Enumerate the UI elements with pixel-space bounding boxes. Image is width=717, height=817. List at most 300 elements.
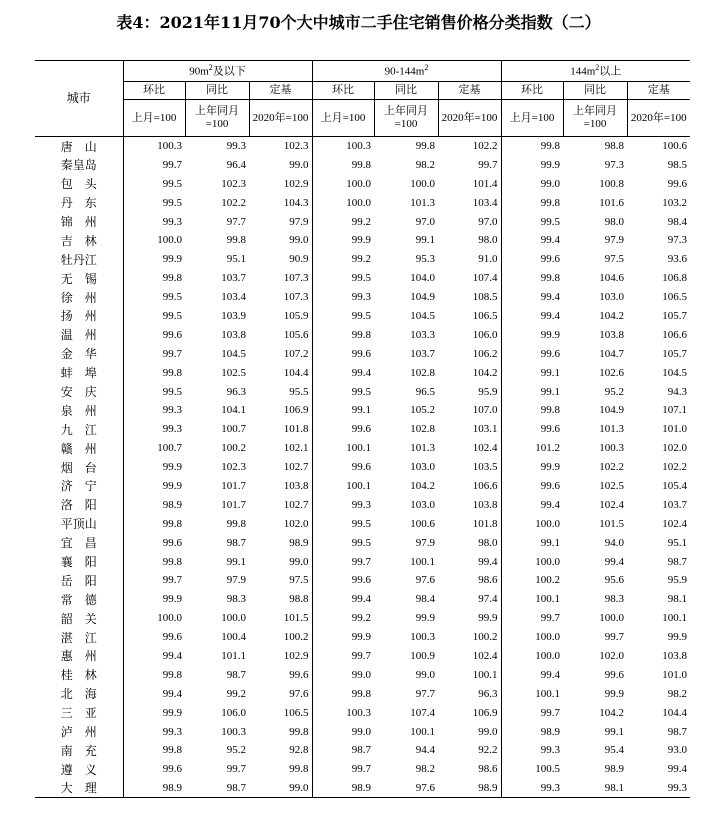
value-cell: 99.9 (162, 479, 182, 492)
value-cell: 99.6 (162, 631, 182, 644)
value-cell: 100.2 (535, 574, 560, 587)
value-cell: 97.9 (604, 234, 624, 247)
value-cell: 99.4 (540, 498, 560, 511)
value-cell: 97.9 (226, 574, 246, 587)
value-cell: 99.6 (162, 763, 182, 776)
value-cell: 100.3 (346, 140, 371, 153)
group-header-small: $90m^2$及以下 (123, 61, 312, 82)
value-cell: 99.1 (540, 366, 560, 379)
value-cell: 99.6 (351, 574, 371, 587)
table-row (35, 477, 690, 496)
value-cell: 102.4 (599, 498, 624, 511)
value-cell: 102.8 (410, 423, 435, 436)
value-cell: 99.4 (162, 687, 182, 700)
value-cell: 103.0 (599, 291, 624, 304)
value-cell: 99.8 (162, 744, 182, 757)
value-cell: 97.3 (667, 234, 687, 247)
value-cell: 94.3 (667, 385, 687, 398)
city-name-cell: 襄 阳 (35, 552, 123, 571)
table-row (35, 137, 690, 156)
city-name-cell: 大 理 (35, 779, 123, 798)
city-name-cell: 洛 阳 (35, 495, 123, 514)
value-cell: 99.4 (351, 593, 371, 606)
city-name-cell: 泉 州 (35, 401, 123, 420)
city-name-cell: 无 锡 (35, 269, 123, 288)
value-cell: 99.3 (162, 215, 182, 228)
city-name-cell: 蚌 埠 (35, 363, 123, 382)
table-row (35, 420, 690, 439)
table-row (35, 363, 690, 382)
value-cell: 99.9 (162, 253, 182, 266)
value-cell: 100.6 (410, 517, 435, 530)
value-cell: 103.7 (221, 272, 246, 285)
value-cell: 99.0 (438, 722, 501, 741)
value-cell: 100.0 (599, 612, 624, 625)
value-cell: 99.9 (351, 631, 371, 644)
value-cell: 103.8 (249, 477, 312, 496)
value-cell: 99.3 (226, 140, 246, 153)
city-name-cell: 桂 林 (35, 665, 123, 684)
table-row (35, 779, 690, 798)
value-cell: 98.4 (667, 215, 687, 228)
value-cell: 105.7 (662, 347, 687, 360)
value-cell: 102.5 (599, 479, 624, 492)
group-header-medium: $90-144m^2$ (312, 61, 501, 82)
value-cell: 99.7 (162, 158, 182, 171)
city-name-cell: 遵 义 (35, 760, 123, 779)
value-cell: 98.8 (249, 590, 312, 609)
value-cell: 99.7 (438, 155, 501, 174)
base-header-yoy: 上年同月=100 (185, 100, 249, 137)
value-cell: 100.4 (221, 631, 246, 644)
base-header-mom: 上月=100 (312, 100, 374, 137)
value-cell: 100.7 (221, 423, 246, 436)
sub-header-fixed: 定基 (627, 82, 690, 100)
value-cell: 99.8 (162, 517, 182, 530)
table-row (35, 590, 690, 609)
value-cell: 99.6 (604, 668, 624, 681)
value-cell: 99.0 (249, 155, 312, 174)
sub-header-yoy: 同比 (563, 82, 627, 100)
value-cell: 100.1 (410, 555, 435, 568)
value-cell: 99.5 (162, 177, 182, 190)
value-cell: 97.9 (249, 212, 312, 231)
value-cell: 98.0 (604, 215, 624, 228)
city-name-cell: 金 华 (35, 344, 123, 363)
value-cell: 99.2 (351, 215, 371, 228)
city-name-cell: 宜 昌 (35, 533, 123, 552)
value-cell: 99.0 (540, 177, 560, 190)
value-cell: 103.8 (438, 495, 501, 514)
table-row (35, 514, 690, 533)
value-cell: 99.3 (501, 779, 563, 798)
value-cell: 99.8 (226, 517, 246, 530)
table-row (35, 703, 690, 722)
value-cell: 98.7 (226, 668, 246, 681)
value-cell: 101.0 (662, 423, 687, 436)
value-cell: 103.0 (410, 498, 435, 511)
table-row (35, 231, 690, 250)
value-cell: 100.2 (221, 442, 246, 455)
city-name-cell: 惠 州 (35, 647, 123, 666)
value-cell: 99.9 (162, 706, 182, 719)
value-cell: 99.4 (540, 234, 560, 247)
value-cell: 98.9 (312, 779, 374, 798)
value-cell: 95.3 (415, 253, 435, 266)
city-name-cell: 济 宁 (35, 477, 123, 496)
value-cell: 99.8 (351, 158, 371, 171)
value-cell: 99.5 (162, 196, 182, 209)
city-name-cell: 牡丹江 (35, 250, 123, 269)
base-header-yoy: 上年同月=100 (374, 100, 438, 137)
value-cell: 99.1 (604, 725, 624, 738)
value-cell: 102.4 (438, 439, 501, 458)
value-cell: 96.3 (226, 385, 246, 398)
value-cell: 103.4 (438, 193, 501, 212)
value-cell: 99.4 (604, 555, 624, 568)
value-cell: 99.9 (438, 609, 501, 628)
value-cell: 102.9 (249, 647, 312, 666)
value-cell: 99.2 (351, 612, 371, 625)
city-name-cell: 韶 关 (35, 609, 123, 628)
value-cell: 102.2 (599, 461, 624, 474)
value-cell: 97.5 (604, 253, 624, 266)
value-cell: 105.2 (410, 404, 435, 417)
table-row (35, 628, 690, 647)
value-cell: 97.9 (415, 536, 435, 549)
value-cell: 99.5 (162, 385, 182, 398)
table-row (35, 344, 690, 363)
value-cell: 103.8 (599, 328, 624, 341)
value-cell: 99.8 (226, 234, 246, 247)
value-cell: 106.0 (221, 706, 246, 719)
value-cell: 98.9 (123, 779, 185, 798)
base-header-fixed: 2020年=100 (627, 100, 690, 137)
value-cell: 98.9 (249, 533, 312, 552)
value-cell: 100.8 (599, 177, 624, 190)
value-cell: 99.8 (162, 668, 182, 681)
value-cell: 99.6 (540, 253, 560, 266)
value-cell: 100.2 (249, 628, 312, 647)
city-name-cell: 温 州 (35, 325, 123, 344)
value-cell: 99.0 (249, 552, 312, 571)
city-name-cell: 常 德 (35, 590, 123, 609)
value-cell: 100.0 (535, 631, 560, 644)
value-cell: 99.7 (226, 763, 246, 776)
value-cell: 99.6 (351, 347, 371, 360)
value-cell: 97.0 (438, 212, 501, 231)
value-cell: 107.3 (249, 288, 312, 307)
value-cell: 104.9 (410, 291, 435, 304)
value-cell: 95.1 (667, 536, 687, 549)
value-cell: 95.2 (226, 744, 246, 757)
value-cell: 100.3 (346, 706, 371, 719)
value-cell: 99.1 (540, 385, 560, 398)
value-cell: 105.4 (662, 479, 687, 492)
value-cell: 104.2 (599, 309, 624, 322)
value-cell: 99.6 (540, 479, 560, 492)
value-cell: 102.4 (662, 517, 687, 530)
value-cell: 102.3 (221, 177, 246, 190)
value-cell: 99.0 (415, 668, 435, 681)
value-cell: 99.6 (540, 347, 560, 360)
value-cell: 91.0 (438, 250, 501, 269)
value-cell: 100.1 (438, 665, 501, 684)
value-cell: 99.5 (351, 272, 371, 285)
table-row (35, 533, 690, 552)
value-cell: 100.0 (535, 555, 560, 568)
value-cell: 98.2 (415, 158, 435, 171)
value-cell: 101.3 (410, 442, 435, 455)
value-cell: 99.5 (351, 309, 371, 322)
city-name-cell: 徐 州 (35, 288, 123, 307)
base-header-fixed: 2020年=100 (249, 100, 312, 137)
value-cell: 93.0 (667, 744, 687, 757)
value-cell: 106.5 (249, 703, 312, 722)
value-cell: 99.1 (415, 234, 435, 247)
value-cell: 99.8 (351, 687, 371, 700)
value-cell: 104.5 (221, 347, 246, 360)
value-cell: 99.9 (604, 687, 624, 700)
value-cell: 98.4 (415, 593, 435, 606)
value-cell: 107.4 (410, 706, 435, 719)
value-cell: 101.5 (599, 517, 624, 530)
value-cell: 100.3 (410, 631, 435, 644)
city-name-cell: 北 海 (35, 684, 123, 703)
value-cell: 101.7 (221, 479, 246, 492)
value-cell: 98.7 (226, 536, 246, 549)
value-cell: 99.8 (249, 722, 312, 741)
sub-header-yoy: 同比 (374, 82, 438, 100)
value-cell: 98.9 (162, 498, 182, 511)
value-cell: 98.3 (604, 593, 624, 606)
value-cell: 106.5 (662, 291, 687, 304)
value-cell: 99.8 (249, 760, 312, 779)
value-cell: 95.6 (604, 574, 624, 587)
value-cell: 103.4 (221, 291, 246, 304)
price-index-table (35, 60, 690, 798)
value-cell: 99.7 (540, 612, 560, 625)
value-cell: 94.4 (415, 744, 435, 757)
value-cell: 99.8 (540, 272, 560, 285)
value-cell: 105.6 (249, 325, 312, 344)
city-name-cell: 湛 江 (35, 628, 123, 647)
value-cell: 98.5 (667, 158, 687, 171)
value-cell: 99.9 (415, 612, 435, 625)
value-cell: 104.9 (599, 404, 624, 417)
value-cell: 99.9 (540, 158, 560, 171)
value-cell: 101.5 (249, 609, 312, 628)
value-cell: 97.6 (415, 574, 435, 587)
value-cell: 99.5 (351, 385, 371, 398)
value-cell: 103.7 (662, 498, 687, 511)
value-cell: 99.3 (162, 423, 182, 436)
table-row (35, 325, 690, 344)
value-cell: 102.0 (249, 514, 312, 533)
table-row (35, 174, 690, 193)
value-cell: 99.5 (162, 309, 182, 322)
value-cell: 98.9 (540, 725, 560, 738)
value-cell: 100.1 (662, 612, 687, 625)
value-cell: 98.7 (351, 744, 371, 757)
value-cell: 98.7 (667, 555, 687, 568)
value-cell: 104.1 (221, 404, 246, 417)
value-cell: 99.1 (540, 536, 560, 549)
value-cell: 99.4 (162, 649, 182, 662)
value-cell: 104.2 (410, 479, 435, 492)
value-cell: 103.2 (662, 196, 687, 209)
value-cell: 102.7 (249, 458, 312, 477)
value-cell: 99.9 (540, 328, 560, 341)
value-cell: 94.0 (604, 536, 624, 549)
value-cell: 99.5 (351, 536, 371, 549)
value-cell: 106.6 (662, 328, 687, 341)
value-cell: 92.2 (438, 741, 501, 760)
value-cell: 92.8 (249, 741, 312, 760)
table-row (35, 439, 690, 458)
value-cell: 106.2 (438, 344, 501, 363)
value-cell: 102.5 (221, 366, 246, 379)
value-cell: 103.5 (438, 458, 501, 477)
value-cell: 99.6 (540, 423, 560, 436)
value-cell: 106.0 (438, 325, 501, 344)
value-cell: 99.3 (351, 291, 371, 304)
value-cell: 107.1 (662, 404, 687, 417)
city-name-cell: 岳 阳 (35, 571, 123, 590)
city-column-header: 城市 (35, 61, 123, 137)
value-cell: 98.8 (604, 140, 624, 153)
value-cell: 104.5 (410, 309, 435, 322)
value-cell: 99.7 (162, 574, 182, 587)
table-row (35, 647, 690, 666)
value-cell: 99.3 (351, 498, 371, 511)
value-cell: 100.0 (157, 234, 182, 247)
value-cell: 101.1 (221, 649, 246, 662)
value-cell: 107.0 (438, 401, 501, 420)
value-cell: 101.6 (599, 196, 624, 209)
base-header-mom: 上月=100 (123, 100, 185, 137)
city-name-cell: 唐 山 (35, 137, 123, 156)
value-cell: 107.4 (438, 269, 501, 288)
value-cell: 104.3 (249, 193, 312, 212)
city-name-cell: 扬 州 (35, 307, 123, 326)
value-cell: 102.4 (438, 647, 501, 666)
value-cell: 97.0 (415, 215, 435, 228)
value-cell: 99.6 (249, 665, 312, 684)
value-cell: 99.7 (604, 631, 624, 644)
value-cell: 100.9 (410, 649, 435, 662)
value-cell: 101.4 (438, 174, 501, 193)
value-cell: 99.1 (226, 555, 246, 568)
city-name-cell: 南 充 (35, 741, 123, 760)
city-name-cell: 泸 州 (35, 722, 123, 741)
value-cell: 98.3 (226, 593, 246, 606)
value-cell: 106.8 (662, 272, 687, 285)
value-cell: 95.9 (438, 382, 501, 401)
value-cell: 99.7 (162, 347, 182, 360)
value-cell: 98.1 (563, 779, 627, 798)
base-header-mom: 上月=100 (501, 100, 563, 137)
value-cell: 102.0 (662, 442, 687, 455)
value-cell: 104.2 (438, 363, 501, 382)
value-cell: 95.9 (667, 574, 687, 587)
value-cell: 98.7 (185, 779, 249, 798)
table-row (35, 250, 690, 269)
city-name-cell: 安 庆 (35, 382, 123, 401)
value-cell: 100.7 (157, 442, 182, 455)
value-cell: 99.7 (351, 763, 371, 776)
value-cell: 100.0 (535, 517, 560, 530)
value-cell: 100.1 (346, 479, 371, 492)
table-row (35, 288, 690, 307)
value-cell: 102.2 (662, 461, 687, 474)
table-row (35, 212, 690, 231)
table-row (35, 307, 690, 326)
value-cell: 104.6 (599, 272, 624, 285)
value-cell: 99.3 (627, 779, 690, 798)
value-cell: 104.4 (662, 706, 687, 719)
value-cell: 97.5 (249, 571, 312, 590)
table-row (35, 401, 690, 420)
table-body (35, 137, 690, 798)
value-cell: 99.3 (162, 404, 182, 417)
value-cell: 102.2 (438, 137, 501, 156)
value-cell: 99.9 (162, 593, 182, 606)
value-cell: 99.9 (540, 461, 560, 474)
city-name-cell: 三 亚 (35, 703, 123, 722)
value-cell: 99.6 (162, 328, 182, 341)
value-cell: 100.1 (410, 725, 435, 738)
city-name-cell: 吉 林 (35, 231, 123, 250)
value-cell: 99.8 (351, 328, 371, 341)
value-cell: 107.2 (249, 344, 312, 363)
sub-header-fixed: 定基 (438, 82, 501, 100)
value-cell: 99.8 (162, 272, 182, 285)
value-cell: 99.8 (540, 196, 560, 209)
value-cell: 100.1 (346, 442, 371, 455)
table-row (35, 495, 690, 514)
value-cell: 102.8 (410, 366, 435, 379)
value-cell: 101.2 (535, 442, 560, 455)
value-cell: 102.6 (599, 366, 624, 379)
city-name-cell: 包 头 (35, 174, 123, 193)
value-cell: 107.3 (249, 269, 312, 288)
value-cell: 99.7 (351, 649, 371, 662)
table-row (35, 155, 690, 174)
value-cell: 97.4 (438, 590, 501, 609)
value-cell: 98.6 (438, 571, 501, 590)
value-cell: 100.3 (221, 725, 246, 738)
value-cell: 99.5 (351, 517, 371, 530)
value-cell: 97.6 (249, 684, 312, 703)
table-row (35, 552, 690, 571)
value-cell: 100.0 (221, 612, 246, 625)
value-cell: 99.5 (162, 291, 182, 304)
value-cell: 103.3 (410, 328, 435, 341)
table-row (35, 458, 690, 477)
city-name-cell: 秦皇岛 (35, 155, 123, 174)
value-cell: 99.1 (351, 404, 371, 417)
value-cell: 100.2 (438, 628, 501, 647)
value-cell: 99.9 (351, 234, 371, 247)
value-cell: 99.8 (540, 404, 560, 417)
value-cell: 93.6 (667, 253, 687, 266)
value-cell: 101.7 (221, 498, 246, 511)
value-cell: 99.7 (351, 555, 371, 568)
value-cell: 102.0 (599, 649, 624, 662)
value-cell: 95.4 (604, 744, 624, 757)
value-cell: 100.3 (599, 442, 624, 455)
